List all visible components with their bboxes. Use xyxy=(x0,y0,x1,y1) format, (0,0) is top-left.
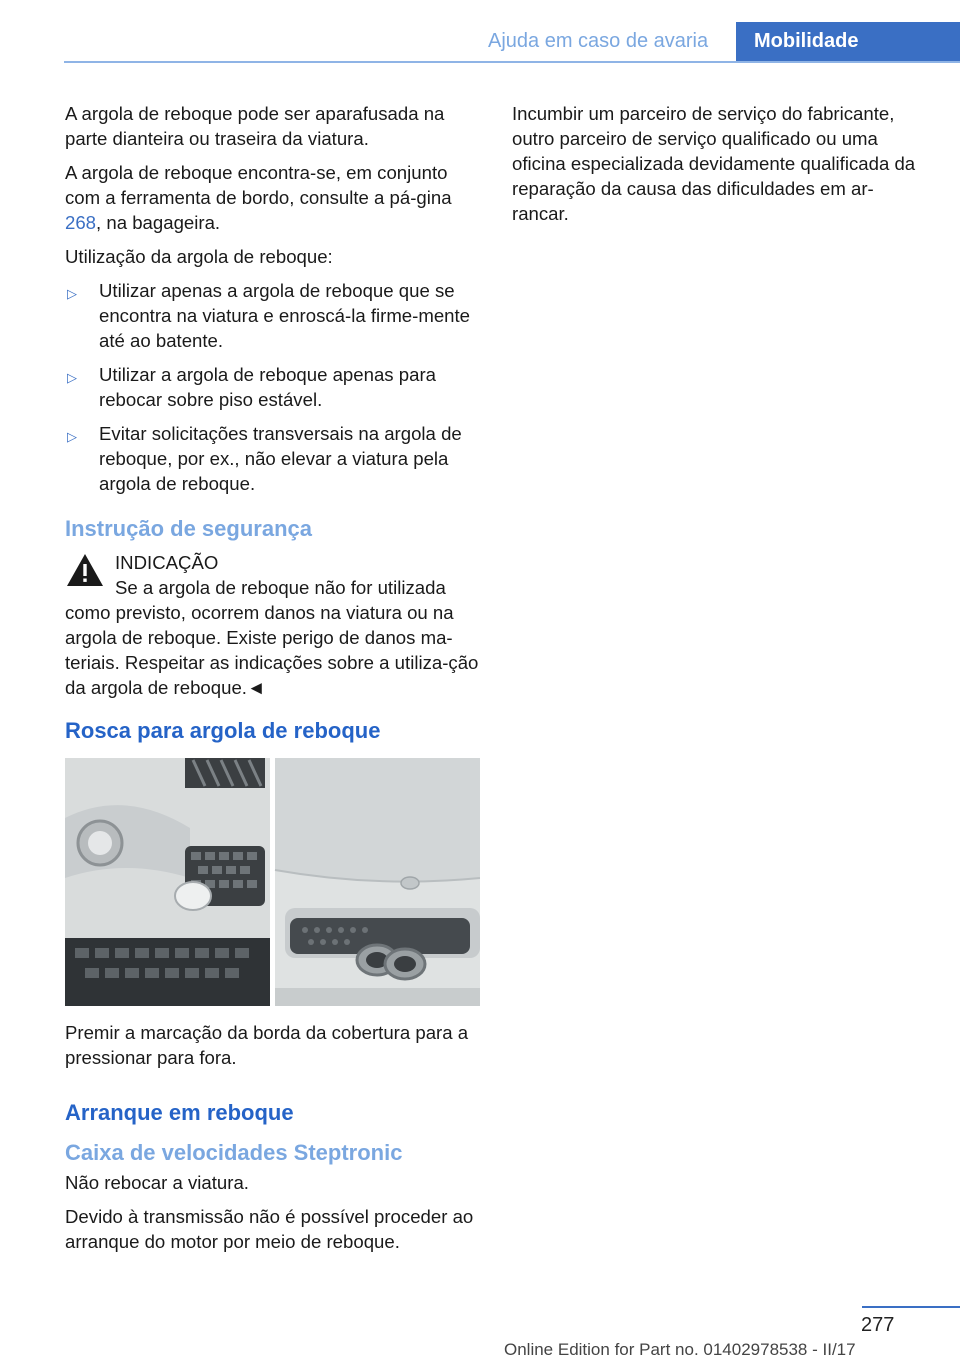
towing-thread-illustration xyxy=(65,758,480,1006)
notice-text xyxy=(65,575,480,700)
right-column xyxy=(512,101,927,235)
list-item-text: Utilizar apenas a argola de reboque que se encontra na viatura e enroscá-la firme-mente até ao batente. xyxy=(99,280,471,351)
paragraph-text: , na bagageira. xyxy=(96,212,221,233)
paragraph-text: A argola de reboque encontra-se, em conjunto com a ferramenta de bordo, consulte a pá-gina xyxy=(65,162,452,208)
notice-first-line: Se a argola de reboque não for utilizada xyxy=(115,577,446,598)
triangle-bullet-icon: ▷ xyxy=(67,286,77,301)
figure-caption: Premir a marcação da borda da cobertura para a pressionar para fora. xyxy=(65,1022,469,1068)
list-item xyxy=(65,421,480,496)
notice-title: INDICAÇÃO xyxy=(115,552,219,573)
page-header xyxy=(0,0,960,62)
list-item xyxy=(65,278,480,353)
safety-heading: Instrução de segurança xyxy=(65,516,312,541)
header-rule xyxy=(64,61,960,63)
page-reference-link[interactable]: 268 xyxy=(65,212,97,233)
paragraph-towing-eye-location xyxy=(65,160,480,235)
paragraph-service-partner: Incumbir um parceiro de serviço do fabricante, outro parceiro de serviço qualificado ou uma oficina especializada devidamente qualificada da reparação da causa das dificuldades em ar-rancar. xyxy=(512,103,916,224)
edition-note: Online Edition for Part no. 01402978538 - II/17 xyxy=(504,1340,856,1359)
list-item-text: Utilizar a argola de reboque apenas para rebocar sobre piso estável. xyxy=(99,364,436,410)
bumper-illustration xyxy=(65,758,480,1006)
left-column xyxy=(65,101,480,1263)
paragraph-transmission: Devido à transmissão não é possível proceder ao arranque do motor por meio de reboque. xyxy=(65,1206,474,1252)
steptronic-heading: Caixa de velocidades Steptronic xyxy=(65,1140,403,1165)
page-number: 277 xyxy=(861,1314,895,1336)
usage-list xyxy=(65,278,480,496)
thread-heading: Rosca para argola de reboque xyxy=(65,718,381,743)
triangle-bullet-icon: ▷ xyxy=(67,370,77,385)
list-item-text: Evitar solicitações transversais na argola de reboque, por ex., não elevar a viatura pela argola de reboque. xyxy=(99,423,462,494)
paragraph-usage-intro: Utilização da argola de reboque: xyxy=(65,246,333,267)
header-chapter-tab: Mobilidade xyxy=(736,22,960,62)
tow-start-heading: Arranque em reboque xyxy=(65,1100,294,1125)
paragraph-no-towing: Não rebocar a viatura. xyxy=(65,1172,249,1193)
triangle-bullet-icon: ▷ xyxy=(67,429,77,444)
footer-rule xyxy=(862,1306,960,1308)
paragraph-towing-eye-mount: A argola de reboque pode ser aparafusada na parte dianteira ou traseira da viatura. xyxy=(65,103,445,149)
notice-rest: como previsto, ocorrem danos na viatura ou na argola de reboque. Existe perigo de danos ma-teriais. Respeitar as indicações sobre a utiliza-ção da argola de reboque.◄ xyxy=(65,602,479,698)
safety-notice xyxy=(65,550,480,700)
warning-icon xyxy=(65,552,105,588)
header-section-title: Ajuda em caso de avaria xyxy=(488,30,709,52)
list-item xyxy=(65,362,480,412)
